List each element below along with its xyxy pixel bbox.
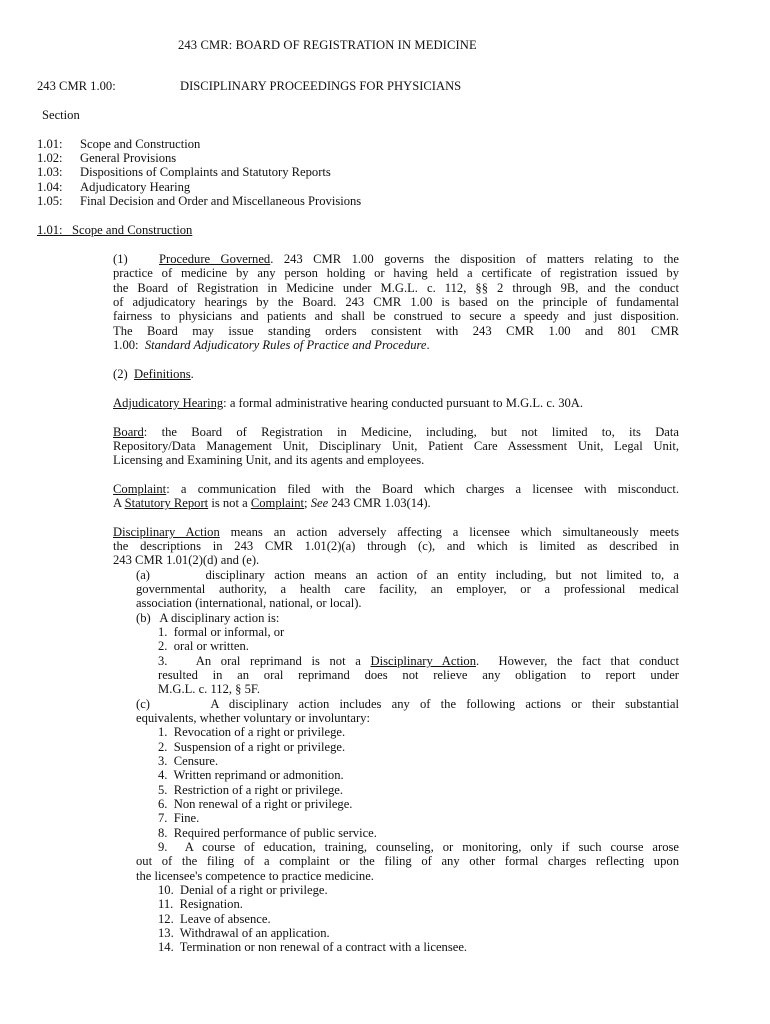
definition-term: Complaint bbox=[113, 482, 167, 496]
list-item: 12. Leave of absence. bbox=[158, 912, 271, 926]
list-item: 1. Revocation of a right or privilege. bbox=[158, 725, 346, 739]
subparagraph-line: association (international, national, or local). bbox=[136, 596, 362, 610]
definition-text: means an action adversely affecting a licensee which simultaneously meets bbox=[219, 525, 679, 539]
list-item: 14. Termination or non renewal of a contract with a licensee. bbox=[158, 940, 468, 954]
definitions-heading bbox=[113, 367, 194, 381]
list-item: 8. Required performance of public service. bbox=[158, 826, 377, 840]
definition-text: is not a bbox=[208, 496, 251, 510]
definition-term: Disciplinary Action bbox=[113, 525, 220, 539]
subparagraph-line: governmental authority, a health care facility, an employer, or a professional medical bbox=[136, 582, 679, 596]
paragraph-line: The Board may issue standing orders consistent with 243 CMR 1.00 and 801 CMR bbox=[113, 324, 679, 338]
list-item: 6. Non renewal of a right or privilege. bbox=[158, 797, 353, 811]
subparagraph-a: (a) disciplinary action means an action of an entity including, but not limited to, a bbox=[136, 568, 679, 582]
list-item bbox=[158, 654, 679, 668]
paragraph-line bbox=[113, 338, 430, 352]
paragraph-line: of adjudicatory hearings by the Board. 243 CMR 1.00 is based on the principle of fundamental bbox=[113, 295, 679, 309]
list-item: 9. A course of education, training, counseling, or monitoring, only if such course arose bbox=[158, 840, 679, 854]
list-item-text: 3. An oral reprimand is not a bbox=[158, 654, 371, 668]
list-item-text: . However, the fact that conduct bbox=[476, 654, 679, 668]
definition-line: 243 CMR 1.01(2)(d) and (e). bbox=[113, 553, 260, 567]
list-item-line: resulted in an oral reprimand does not relieve any obligation to report under bbox=[158, 668, 679, 682]
paragraph-line: practice of medicine by any person holding or having held a certificate of registration issued by bbox=[113, 266, 679, 280]
definition-line: Licensing and Examining Unit, and its agents and employees. bbox=[113, 453, 425, 467]
paragraph-number: (2) bbox=[113, 367, 128, 381]
list-item: 3. Censure. bbox=[158, 754, 219, 768]
paragraph-text: . bbox=[190, 367, 194, 381]
paragraph-text: . bbox=[426, 338, 430, 352]
toc-item-title: Adjudicatory Hearing bbox=[80, 180, 191, 194]
definition-line: the descriptions in 243 CMR 1.01(2)(a) through (c), and which is limited as described in bbox=[113, 539, 679, 553]
list-item-line: M.G.L. c. 112, § 5F. bbox=[158, 682, 261, 696]
definition-line: Repository/Data Management Unit, Disciplinary Unit, Patient Care Assessment Unit, Legal Unit, bbox=[113, 439, 679, 453]
list-item: 4. Written reprimand or admonition. bbox=[158, 768, 344, 782]
definition-text: 243 CMR 1.03(14). bbox=[328, 496, 431, 510]
definition-complaint bbox=[113, 482, 679, 496]
see-reference: See bbox=[310, 496, 329, 510]
definition-term: Board bbox=[113, 425, 144, 439]
disciplinary-action-term: Disciplinary Action bbox=[370, 654, 477, 668]
definition-text: A bbox=[113, 496, 125, 510]
definition-text: : a communication filed with the Board which charges a licensee with misconduct. bbox=[166, 482, 679, 496]
paragraph-line: the Board of Registration in Medicine under M.G.L. c. 112, §§ 2 through 9B, and the conduct bbox=[113, 281, 679, 295]
toc-item-title: Scope and Construction bbox=[80, 137, 201, 151]
definitions-term: Definitions bbox=[133, 367, 191, 381]
toc-item-num: 1.01: bbox=[37, 137, 63, 151]
list-item: 5. Restriction of a right or privilege. bbox=[158, 783, 344, 797]
standard-rules-title: Standard Adjudicatory Rules of Practice and Procedure bbox=[144, 338, 427, 352]
toc-item-num: 1.05: bbox=[37, 194, 63, 208]
subparagraph-line: equivalents, whether voluntary or involuntary: bbox=[136, 711, 370, 725]
list-item: 2. Suspension of a right or privilege. bbox=[158, 740, 346, 754]
definition-term: Adjudicatory Hearing bbox=[113, 396, 224, 410]
list-item: 10. Denial of a right or privilege. bbox=[158, 883, 328, 897]
definition-line bbox=[113, 496, 431, 510]
section-heading: 1.01: Scope and Construction bbox=[37, 223, 193, 237]
definition-text: : a formal administrative hearing conducted pursuant to M.G.L. c. 30A. bbox=[223, 396, 584, 410]
procedure-governed-term: Procedure Governed bbox=[159, 252, 271, 266]
paragraph-line: fairness to physicians and patients and shall be construed to secure a speedy and just disposition. bbox=[113, 309, 679, 323]
paragraph-text: 1.00: bbox=[113, 338, 145, 352]
list-item: 7. Fine. bbox=[158, 811, 200, 825]
toc-item-title: Final Decision and Order and Miscellaneous Provisions bbox=[80, 194, 362, 208]
definition-board bbox=[113, 425, 679, 439]
list-item-line: the licensee's competence to practice medicine. bbox=[136, 869, 374, 883]
list-item: 1. formal or informal, or bbox=[158, 625, 285, 639]
toc-item-num: 1.02: bbox=[37, 151, 63, 165]
toc-label: Section bbox=[42, 108, 80, 122]
subparagraph-c: (c) A disciplinary action includes any of the following actions or their substantial bbox=[136, 697, 679, 711]
toc-item-title: General Provisions bbox=[80, 151, 177, 165]
paragraph-text: . 243 CMR 1.00 governs the disposition of matters relating to the bbox=[270, 252, 680, 266]
list-item-line: out of the filing of a complaint or the filing of any other formal charges reflecting upon bbox=[136, 854, 679, 868]
list-item: 11. Resignation. bbox=[158, 897, 243, 911]
statutory-report-term: Statutory Report bbox=[124, 496, 209, 510]
regulation-code: 243 CMR 1.00: bbox=[37, 79, 116, 93]
definition-text: : the Board of Registration in Medicine, including, but not limited to, its Data bbox=[143, 425, 679, 439]
definition-adjudicatory-hearing bbox=[113, 396, 583, 410]
paragraph-number: (1) bbox=[113, 252, 128, 266]
toc-item-num: 1.04: bbox=[37, 180, 63, 194]
subparagraph-b: (b) A disciplinary action is: bbox=[136, 611, 280, 625]
regulation-title: DISCIPLINARY PROCEEDINGS FOR PHYSICIANS bbox=[180, 79, 462, 93]
definition-disciplinary-action bbox=[113, 525, 679, 539]
complaint-term: Complaint bbox=[250, 496, 305, 510]
toc-item-num: 1.03: bbox=[37, 165, 63, 179]
toc-item-title: Dispositions of Complaints and Statutory Reports bbox=[80, 165, 331, 179]
list-item: 13. Withdrawal of an application. bbox=[158, 926, 330, 940]
definition-text: ; bbox=[304, 496, 311, 510]
paragraph-procedure-line bbox=[113, 252, 679, 266]
list-item: 2. oral or written. bbox=[158, 639, 249, 653]
page-title: 243 CMR: BOARD OF REGISTRATION IN MEDICINE bbox=[178, 38, 477, 52]
